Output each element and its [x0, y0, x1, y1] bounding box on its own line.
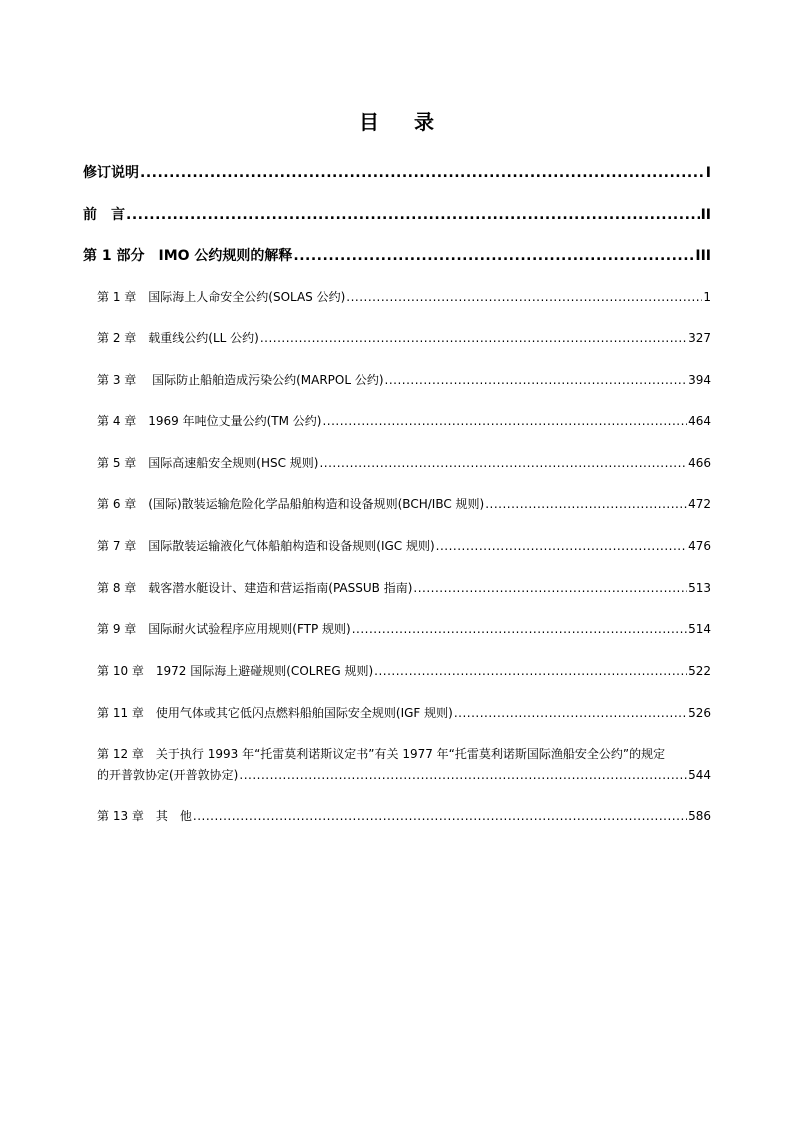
toc-entry-part-1[interactable]	[83, 245, 711, 265]
toc-entry-page: II	[700, 207, 711, 223]
toc-leader-dots	[322, 414, 687, 428]
toc-entry-label: 第 3 章 国际防止船舶造成污染公约(MARPOL 公约)	[97, 373, 384, 387]
toc-leader-dots	[454, 706, 687, 720]
toc-entry-label: 的开普敦协定(开普敦协定)	[97, 768, 239, 782]
toc-entry-chapter-12[interactable]	[97, 766, 711, 783]
toc-entry-label: 第 11 章 使用气体或其它低闪点燃料船舶国际安全规则(IGF 规则)	[97, 706, 453, 720]
toc-entry-page: 476	[688, 539, 711, 553]
toc-entry-chapter-13[interactable]	[97, 807, 711, 824]
toc-entry-page: 522	[688, 664, 711, 678]
toc-leader-dots	[485, 497, 687, 511]
toc-leader-dots	[293, 248, 694, 264]
toc-entry-page: I	[705, 165, 711, 181]
toc-entry-chapter-9[interactable]	[97, 620, 711, 637]
toc-entry-page: 514	[688, 622, 711, 636]
toc-leader-dots	[436, 539, 687, 553]
page-title: 目 录	[359, 110, 448, 134]
toc-entry-label: 第 9 章 国际耐火试验程序应用规则(FTP 规则)	[97, 622, 351, 636]
toc-entry-page: 327	[688, 331, 711, 345]
toc-entry-label: 前 言	[83, 207, 125, 223]
toc-entry-label: 第 7 章 国际散装运输液化气体船舶构造和设备规则(IGC 规则)	[97, 539, 435, 553]
toc-entry-chapter-7[interactable]	[97, 537, 711, 554]
toc-entry-page: 464	[688, 414, 711, 428]
toc-leader-dots	[239, 768, 687, 782]
toc-entry-label: 第 1 章 国际海上人命安全公约(SOLAS 公约)	[97, 290, 346, 304]
toc-leader-dots	[126, 207, 700, 223]
toc-entry-chapter-6[interactable]	[97, 495, 711, 512]
toc-entry-chapter-11[interactable]	[97, 704, 711, 721]
toc-entry-page: 544	[688, 768, 711, 782]
toc-leader-dots	[413, 581, 687, 595]
toc-entry-revision-notes[interactable]	[83, 162, 711, 182]
toc-leader-dots	[140, 165, 705, 181]
toc-entry-label: 第 10 章 1972 国际海上避碰规则(COLREG 规则)	[97, 664, 374, 678]
toc-leader-dots	[346, 290, 702, 304]
toc-entry-label: 第 8 章 载客潜水艇设计、建造和营运指南(PASSUB 指南)	[97, 581, 413, 595]
toc-entry-label: 修订说明	[83, 165, 139, 181]
toc-leader-dots	[385, 373, 688, 387]
toc-leader-dots	[352, 622, 687, 636]
toc-entry-chapter-1[interactable]	[97, 288, 711, 305]
toc-entry-page: 472	[688, 497, 711, 511]
toc-entry-chapter-2[interactable]	[97, 329, 711, 346]
toc-leader-dots	[193, 809, 687, 823]
toc-entry-label: 第 13 章 其 他	[97, 809, 192, 823]
toc-entry-chapter-10[interactable]	[97, 662, 711, 679]
toc-entry-page: 466	[688, 456, 711, 470]
toc-entry-page: 513	[688, 581, 711, 595]
toc-entry-page: 526	[688, 706, 711, 720]
toc-entry-chapter-5[interactable]	[97, 454, 711, 471]
toc-entry-chapter-3[interactable]	[97, 371, 711, 388]
toc-entry-chapter-4[interactable]	[97, 412, 711, 429]
toc-entry-page: 1	[703, 290, 711, 304]
toc-leader-dots	[319, 456, 687, 470]
toc-entry-label: 第 2 章 载重线公约(LL 公约)	[97, 331, 259, 345]
toc-entry-chapter-8[interactable]	[97, 579, 711, 596]
toc-entry-label: 第 5 章 国际高速船安全规则(HSC 规则)	[97, 456, 319, 470]
toc-entry-page: 394	[688, 373, 711, 387]
toc-entry-chapter-12-line1[interactable]: 第 12 章 关于执行 1993 年“托雷莫利诺斯议定书”有关 1977 年“托雷莫利诺斯国际渔船安全公约”的规定	[97, 747, 666, 761]
toc-leader-dots	[260, 331, 687, 345]
toc-entry-preface[interactable]	[83, 204, 711, 224]
toc-entry-label: 第 4 章 1969 年吨位丈量公约(TM 公约)	[97, 414, 322, 428]
toc-entry-label: 第 1 部分 IMO 公约规则的解释	[83, 248, 293, 264]
toc-entry-page: 586	[688, 809, 711, 823]
toc-leader-dots	[374, 664, 687, 678]
toc-entry-label: 第 6 章 (国际)散装运输危险化学品船舶构造和设备规则(BCH/IBC 规则)	[97, 497, 485, 511]
toc-entry-page: III	[695, 248, 711, 264]
